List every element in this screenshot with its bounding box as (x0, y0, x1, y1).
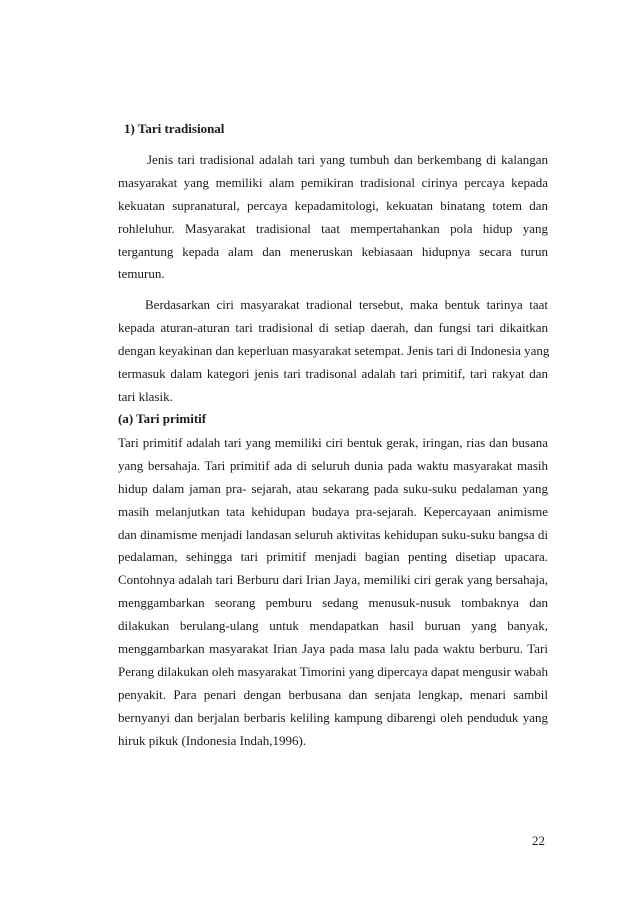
paragraph-line: temurun. (118, 266, 165, 282)
paragraph-line: menggambarkan seorang pemburu sedang menusuk-nusuk tombaknya dan (118, 595, 548, 611)
paragraph-line: Jenis tari tradisional adalah tari yang tumbuh dan berkembang di kalangan (147, 152, 548, 167)
paragraph-line: tari klasik. (118, 388, 173, 404)
paragraph-line: yang bersahaja. Tari primitif ada di seluruh dunia pada waktu masyarakat masih (118, 457, 548, 473)
paragraph-jenis-tari (118, 149, 548, 286)
paragraph-line: dengan keyakinan dan keperluan masyarakat setempat. Jenis tari di Indonesia yang (118, 342, 550, 358)
paragraph-line: penyakit. Para penari dengan berbusana dan senjata lengkap, menari sambil (118, 686, 548, 702)
paragraph-line: termasuk dalam kategori jenis tari tradisonal adalah tari primitif, tari rakyat dan (118, 365, 548, 381)
paragraph-line: rohleluhur. Masyarakat tradisional taat mempertahankan pola hidup yang (118, 220, 548, 236)
paragraph-line: Berdasarkan ciri masyarakat tradional tersebut, maka bentuk tarinya taat (145, 297, 548, 312)
paragraph-line: pedalaman, sehingga tari primitif menjadi bagian penting disetiap upacara. (118, 549, 548, 565)
paragraph-tari-primitif (118, 432, 548, 752)
subsection-heading: (a) Tari primitif (118, 411, 207, 426)
paragraph-line: dan dinamisme menjadi landasan seluruh aktivitas kehidupan suku-suku bangsa di (118, 526, 548, 542)
page-number: 22 (532, 833, 545, 848)
paragraph-line: dilakukan berulang-ulang untuk mendapatkan hasil buruan yang banyak, (118, 618, 548, 634)
paragraph-line: hidup dalam jaman pra- sejarah, atau sekarang pada suku-suku pedalaman yang (118, 480, 548, 496)
paragraph-line: masyarakat yang memiliki alam pemikiran tradisional cirinya percaya kepada (118, 174, 548, 190)
paragraph-line: hiruk pikuk (Indonesia Indah,1996). (118, 732, 307, 748)
paragraph-line: kepada aturan-aturan tari tradisional di setiap daerah, dan fungsi tari dikaitkan (118, 319, 548, 335)
paragraph-line: tergantung kepada alam dan meneruskan kebiasaan hidupnya secara turun (118, 243, 548, 259)
paragraph-berdasarkan (118, 294, 548, 408)
paragraph-line: Perang dilakukan oleh masyarakat Timorini yang dipercaya dapat mengusir wabah (118, 663, 548, 679)
paragraph-line: kekuatan supranatural, percaya kepadamitologi, kekuatan binatang totem dan (118, 197, 548, 213)
section-heading: 1) Tari tradisional (124, 121, 225, 136)
paragraph-line: menggambarkan masyarakat Irian Jaya pada masa lalu pada waktu berburu. Tari (118, 641, 548, 657)
paragraph-line: bernyanyi dan berjalan berbaris keliling kampung dibarengi oleh penduduk yang (118, 709, 548, 725)
paragraph-line: masih melanjutkan tata kehidupan budaya pra-sejarah. Kepercayaan animisme (118, 503, 548, 519)
paragraph-line: Contohnya adalah tari Berburu dari Irian Jaya, memiliki ciri gerak yang bersahaja, (118, 572, 548, 588)
paragraph-line: Tari primitif adalah tari yang memiliki ciri bentuk gerak, iringan, rias dan busana (118, 435, 548, 450)
